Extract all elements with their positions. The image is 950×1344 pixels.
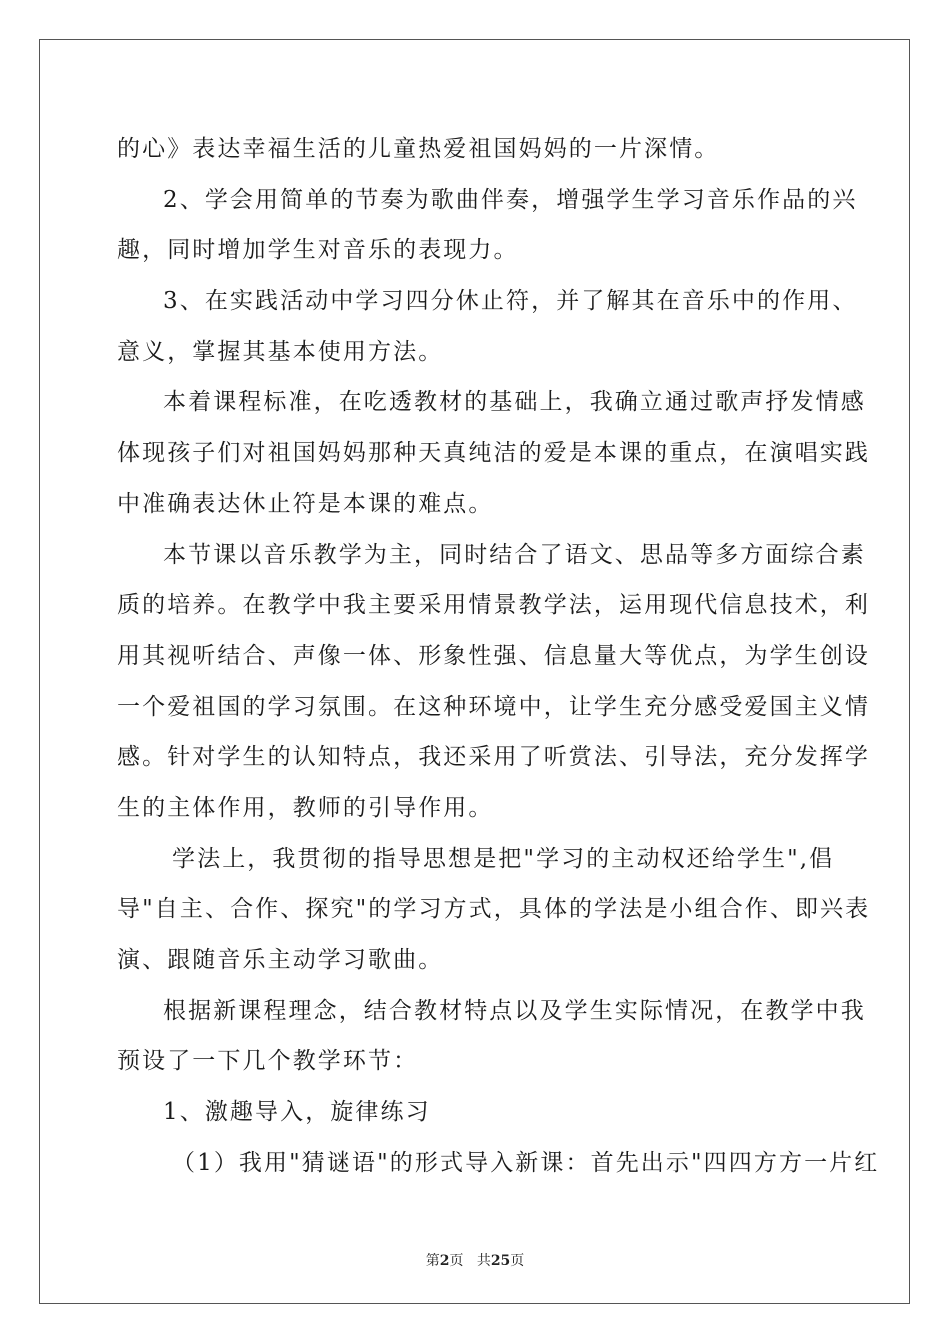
text-line: 体现孩子们对祖国妈妈那种天真纯洁的爱是本课的重点，在演唱实践 xyxy=(117,440,870,467)
text-line: （1）我用"猜谜语"的形式导入新课：首先出示"四四方方一片红 xyxy=(172,1149,880,1176)
document-body xyxy=(117,124,880,1188)
text-line: 3、在实践活动中学习四分休止符，并了解其在音乐中的作用、 xyxy=(163,288,858,315)
page-footer xyxy=(0,1250,950,1270)
text-line: 演、跟随音乐主动学习歌曲。 xyxy=(117,947,444,973)
text-line: 2、学会用简单的节奏为歌曲伴奏，增强学生学习音乐作品的兴 xyxy=(163,186,858,213)
page-suffix: 页 xyxy=(449,1253,464,1269)
text-line: 一个爱祖国的学习氛围。在这种环境中，让学生充分感受爱国主义情 xyxy=(117,693,870,720)
text-line: 中准确表达休止符是本课的难点。 xyxy=(117,490,494,517)
total-prefix: 共 xyxy=(476,1253,491,1269)
total-pages: 25 xyxy=(490,1253,511,1269)
text-line: 意义，掌握其基本使用方法。 xyxy=(117,338,444,365)
text-line: 根据新课程理念，结合教材特点以及学生实际情况，在教学中我 xyxy=(163,997,866,1024)
total-suffix: 页 xyxy=(510,1253,525,1269)
text-line: 导"自主、合作、探究"的学习方式，具体的学法是小组合作、即兴表 xyxy=(117,896,871,923)
text-line: 的心》表达幸福生活的儿童热爱祖国妈妈的一片深情。 xyxy=(117,136,720,162)
text-line: 趣，同时增加学生对音乐的表现力。 xyxy=(117,237,519,264)
text-line: 生的主体作用，教师的引导作用。 xyxy=(117,794,494,821)
text-line: 感。针对学生的认知特点，我还采用了听赏法、引导法，充分发挥学 xyxy=(117,744,870,771)
text-line: 学法上，我贯彻的指导思想是把"学习的主动权还给学生",倡 xyxy=(172,845,835,872)
page-number: 2 xyxy=(439,1253,450,1269)
text-line: 预设了一下几个教学环节： xyxy=(117,1048,419,1075)
text-line: 本着课程标准，在吃透教材的基础上，我确立通过歌声抒发情感 xyxy=(163,389,866,416)
text-line: 质的培养。在教学中我主要采用情景教学法，运用现代信息技术，利 xyxy=(117,592,870,619)
text-line: 用其视听结合、声像一体、形象性强、信息量大等优点，为学生创设 xyxy=(117,642,870,669)
text-line: 1、激趣导入，旋律练习 xyxy=(163,1099,431,1126)
page-prefix: 第 xyxy=(425,1253,440,1269)
text-line: 本节课以音乐教学为主，同时结合了语文、思品等多方面综合素 xyxy=(163,541,866,568)
